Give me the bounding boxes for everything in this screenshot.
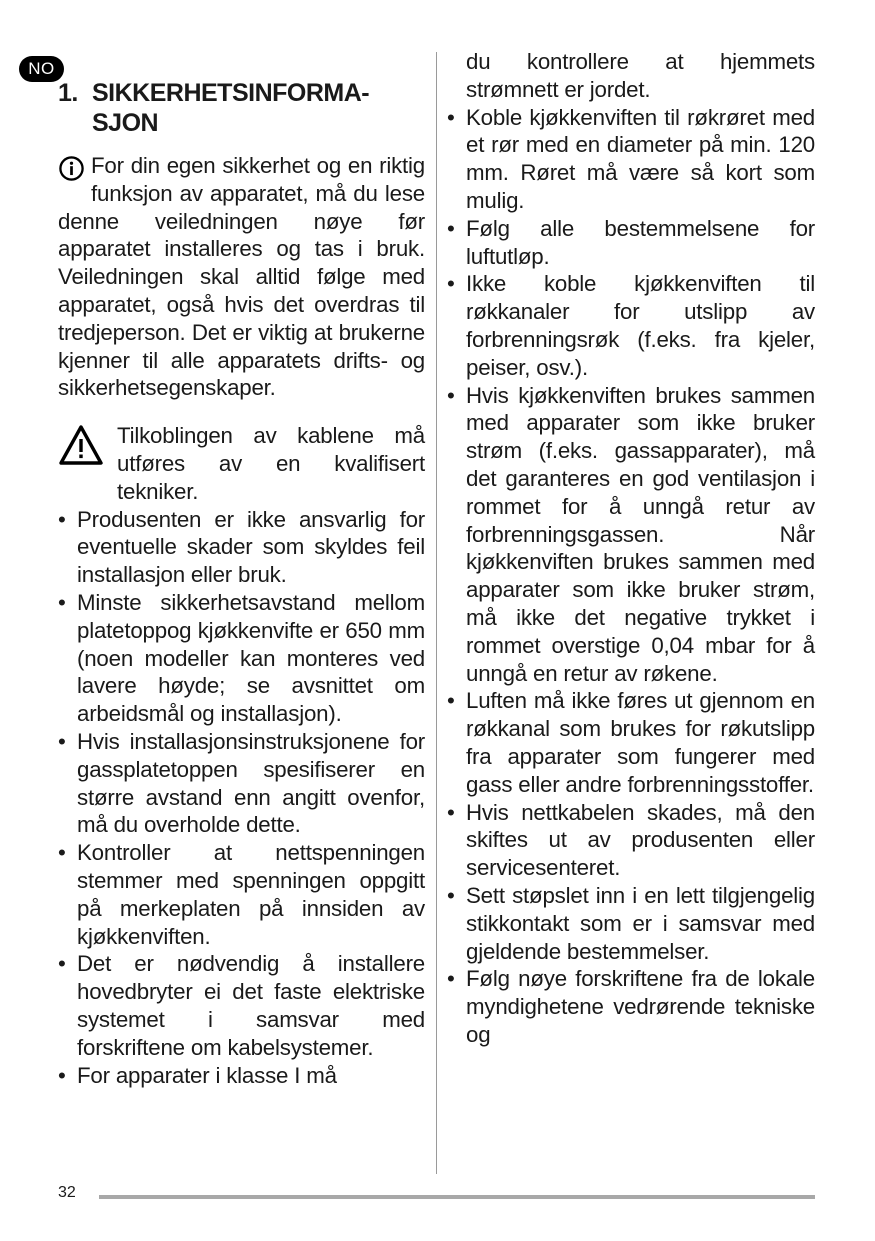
list-item: • Luften må ikke føres ut gjennom en røkkanal som brukes for røkutslipp fra apparater som fungerer med gass eller andre forbrenningsstoffer. [447, 687, 815, 798]
list-item: • For apparater i klasse I må [58, 1062, 425, 1090]
page-number: 32 [58, 1184, 76, 1201]
warning-block [58, 422, 425, 505]
footer-rule [99, 1195, 815, 1199]
continued-text: du kontrollere at hjemmets strømnett er jordet. [466, 49, 815, 102]
intro-text: For din egen sikkerhet og en riktig funksjon av apparatet, må du lese denne veiledningen nøye før apparatet installeres og tas i bruk. Veiledningen skal alltid følge med apparatet, også hvis det overdras til tredjeperson. Det er viktig at brukerne kjenner til alle apparatets drifts- og sikkerhetsegenskaper. [58, 153, 425, 401]
list-item: • Hvis nettkabelen skades, må den skiftes ut av produsenten eller servicesenteret. [447, 799, 815, 882]
list-item: • Følg nøye forskriftene fra de lokale myndighetene vedrørende tekniske og [447, 965, 815, 1048]
list-item: • Kontroller at nettspenningen stemmer med spenningen oppgitt på merkeplaten på innsiden av kjøkkenviften. [58, 839, 425, 950]
left-bullet-list [58, 506, 425, 1090]
list-item: • Sett støpslet inn i en lett tilgjengelig stikkontakt som er i samsvar med gjeldende bestemmelser. [447, 882, 815, 965]
list-item: • Følg alle bestemmelsene for luftutløp. [447, 215, 815, 271]
section-title-line1: SIKKERHETSINFORMA- [92, 79, 370, 107]
info-icon [58, 155, 85, 182]
section-title-line2: SJON [92, 109, 159, 137]
right-bullet-list [447, 104, 815, 1049]
section-heading [58, 78, 425, 138]
list-item: • Hvis kjøkkenviften brukes sammen med apparater som ikke bruker strøm (f.eks. gassapparater), må det garanteres en god ventilasjon i rommet for å unngå retur av forbrenningsgassen. Når kjøkkenviften brukes sammen med apparater som ikke bruker strøm, må ikke det negative trykket i rommet overstige 0,04 mbar for å unngå en retur av røkene. [447, 382, 815, 688]
warning-triangle-icon [58, 424, 104, 466]
column-divider [436, 52, 437, 1174]
list-item: • Produsenten er ikke ansvarlig for eventuelle skader som skyldes feil installasjon eller bruk. [58, 506, 425, 589]
list-item: • Minste sikkerhetsavstand mellom platetoppog kjøkkenvifte er 650 mm (noen modeller kan monteres ved lavere høyde; se avsnittet om arbeidsmål og installasjon). [58, 589, 425, 728]
list-item: • Koble kjøkkenviften til røkrøret med et rør med en diameter på min. 120 mm. Røret må være så kort som mulig. [447, 104, 815, 215]
left-column [58, 78, 425, 1089]
warning-text: Tilkoblingen av kablene må utføres av en kvalifisert tekniker. [117, 423, 425, 504]
section-number: 1. [58, 79, 78, 107]
intro-paragraph [58, 152, 425, 402]
language-badge: NO [19, 56, 64, 82]
list-item: • Det er nødvendig å installere hovedbryter ei det faste elektriske systemet i samsvar med forskriftene om kabelsystemer. [58, 950, 425, 1061]
list-item: • Hvis installasjonsinstruksjonene for gassplatetoppen spesifiserer en større avstand enn angitt ovenfor, må du overholde dette. [58, 728, 425, 839]
right-column [447, 48, 815, 1049]
list-item: • Ikke koble kjøkkenviften til røkkanaler for utslipp av forbrenningsrøk (f.eks. fra kjeler, peiser, osv.). [447, 270, 815, 381]
section-title [92, 78, 425, 138]
